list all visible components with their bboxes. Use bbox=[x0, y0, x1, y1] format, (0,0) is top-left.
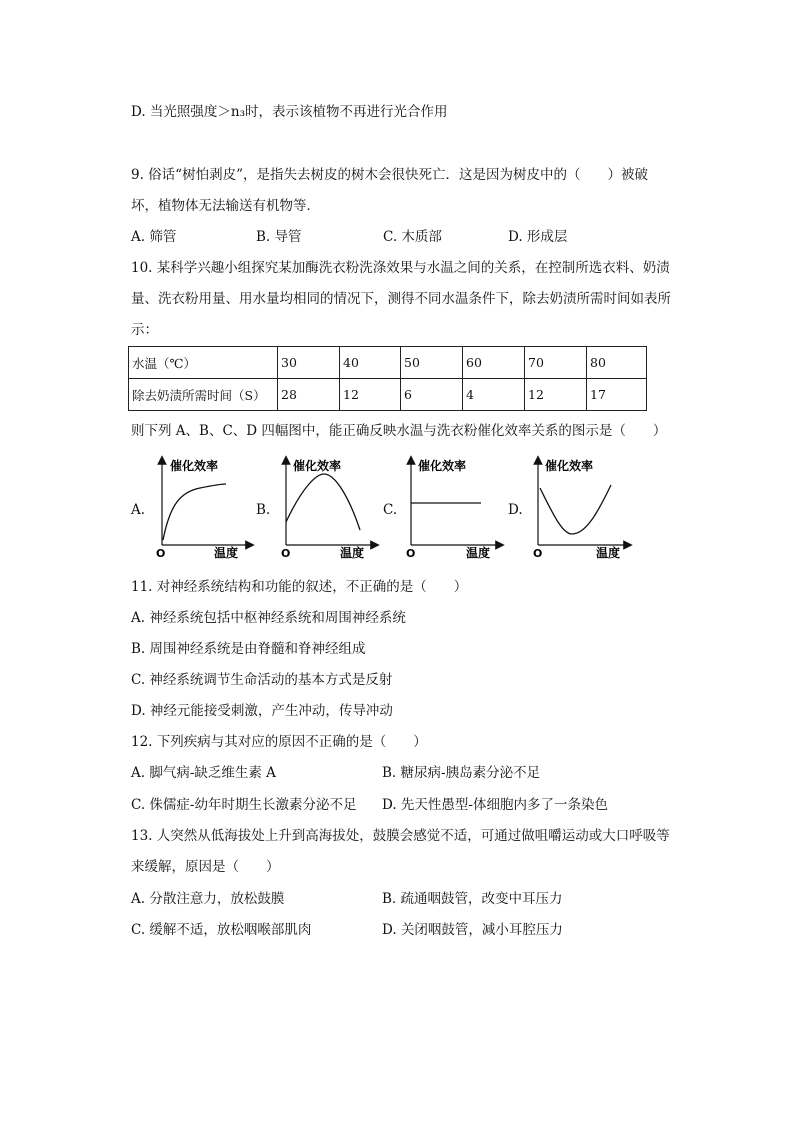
q13-option-d: D. 关闭咽鼓管，减小耳腔压力 bbox=[382, 922, 563, 938]
table-cell: 70 bbox=[525, 347, 587, 379]
table-cell: 除去奶渍所需时间（S） bbox=[129, 379, 278, 411]
chart-a-origin: O bbox=[156, 547, 166, 560]
q9-option-c: C. 木质部 bbox=[383, 229, 442, 245]
q10-stem-line2: 量、洗衣粉用量、用水量均相同的情况下，测得不同水温条件下，除去奶渍所需时间如表所 bbox=[131, 291, 671, 307]
q11-option-b: B. 周围神经系统是由脊髓和脊神经组成 bbox=[131, 641, 366, 657]
q13-stem-line2: 来缓解，原因是（ ） bbox=[131, 859, 280, 875]
table-cell: 30 bbox=[278, 347, 340, 379]
q10-stem-line1: 10. 某科学兴趣小组探究某加酶洗衣粉洗涤效果与水温之间的关系，在控制所选衣料、奶渍 bbox=[131, 260, 670, 276]
q11-option-a: A. 神经系统包括中枢神经系统和周围神经系统 bbox=[131, 610, 406, 626]
chart-a-curve bbox=[163, 484, 226, 540]
q13-option-a: A. 分散注意力，放松鼓膜 bbox=[131, 891, 285, 907]
chart-c bbox=[406, 458, 500, 560]
q9-stem-line2: 坏，植物体无法输送有机物等． bbox=[131, 198, 320, 214]
q9-option-b: B. 导管 bbox=[256, 229, 302, 245]
chart-a-xlabel: 温度 bbox=[214, 546, 239, 560]
chart-d-ylabel: 催化效率 bbox=[545, 459, 594, 473]
chart-label-c: C. bbox=[383, 502, 398, 518]
q11-option-c: C. 神经系统调节生命活动的基本方式是反射 bbox=[131, 672, 393, 688]
q9-option-d: D. 形成层 bbox=[508, 229, 568, 245]
q9-option-a: A. 筛管 bbox=[131, 229, 177, 245]
table-row bbox=[129, 347, 647, 379]
chart-d-origin: O bbox=[533, 547, 543, 560]
q9-stem-line1: 9. 俗话“树怕剥皮”，是指失去树皮的树木会很快死亡．这是因为树皮中的（ ）被破 bbox=[131, 167, 648, 183]
table-cell: 40 bbox=[340, 347, 401, 379]
chart-c-xlabel: 温度 bbox=[466, 546, 491, 560]
table-cell: 12 bbox=[340, 379, 401, 411]
chart-a-ylabel: 催化效率 bbox=[170, 459, 219, 473]
chart-b bbox=[281, 458, 375, 560]
q10-charts bbox=[0, 450, 794, 580]
chart-c-origin: O bbox=[406, 547, 416, 560]
table-row bbox=[129, 379, 647, 411]
q10-question: 则下列 A、B、C、D 四幅图中，能正确反映水温与洗衣粉催化效率关系的图示是（ ） bbox=[131, 423, 667, 439]
chart-b-ylabel: 催化效率 bbox=[293, 459, 342, 473]
q13-option-b: B. 疏通咽鼓管，改变中耳压力 bbox=[382, 891, 563, 907]
chart-a bbox=[156, 458, 250, 560]
q13-option-c: C. 缓解不适，放松咽喉部肌肉 bbox=[131, 922, 312, 938]
q12-option-a: A. 脚气病-缺乏维生素 A bbox=[131, 765, 276, 781]
q10-data-table bbox=[128, 346, 647, 411]
table-cell: 水温（℃） bbox=[129, 347, 278, 379]
q12-option-b: B. 糖尿病-胰岛素分泌不足 bbox=[382, 765, 541, 781]
chart-c-ylabel: 催化效率 bbox=[418, 459, 467, 473]
table-cell: 28 bbox=[278, 379, 340, 411]
chart-d bbox=[533, 458, 628, 560]
chart-d-xlabel: 温度 bbox=[596, 546, 621, 560]
table-cell: 6 bbox=[401, 379, 463, 411]
q12-option-c: C. 侏儒症-幼年时期生长激素分泌不足 bbox=[131, 797, 357, 813]
chart-b-curve bbox=[286, 474, 360, 530]
q8-option-d: D. 当光照强度＞n₃时，表示该植物不再进行光合作用 bbox=[131, 104, 448, 120]
table-cell: 17 bbox=[587, 379, 647, 411]
q11-stem: 11. 对神经系统结构和功能的叙述，不正确的是（ ） bbox=[131, 579, 468, 595]
chart-d-curve bbox=[540, 485, 611, 534]
q12-stem: 12. 下列疾病与其对应的原因不正确的是（ ） bbox=[131, 734, 427, 750]
chart-label-b: B. bbox=[256, 502, 271, 518]
table-cell: 12 bbox=[525, 379, 587, 411]
table-cell: 4 bbox=[463, 379, 525, 411]
chart-label-d: D. bbox=[508, 502, 523, 518]
q10-stem-line3: 示： bbox=[131, 322, 158, 338]
table-cell: 60 bbox=[463, 347, 525, 379]
chart-b-origin: O bbox=[281, 547, 291, 560]
table-cell: 80 bbox=[587, 347, 647, 379]
q12-option-d: D. 先天性愚型-体细胞内多了一条染色 bbox=[382, 797, 608, 813]
table-cell: 50 bbox=[401, 347, 463, 379]
q11-option-d: D. 神经元能接受刺激，产生冲动，传导冲动 bbox=[131, 703, 393, 719]
chart-label-a: A. bbox=[131, 502, 146, 518]
chart-b-xlabel: 温度 bbox=[340, 546, 365, 560]
q13-stem-line1: 13. 人突然从低海拔处上升到高海拔处，鼓膜会感觉不适，可通过做咀嚼运动或大口呼吸等 bbox=[131, 828, 670, 844]
